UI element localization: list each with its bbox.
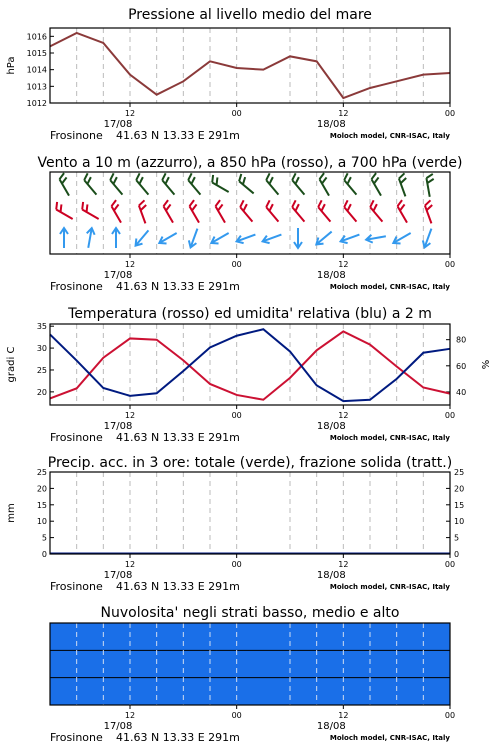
pressure-y-tick-label: 1013 [26, 82, 47, 92]
cloud-date-label: 17/08 [103, 721, 133, 732]
cloud-cell-basso [317, 623, 344, 650]
wind-x-tick-label: 12 [124, 260, 136, 269]
wind-barb-700-hpa [160, 173, 180, 194]
precipitation-source: Moloch model, CNR-ISAC, Italy [329, 583, 450, 591]
pressure-plot-frame [50, 28, 450, 103]
pressure-panel [6, 7, 455, 142]
precipitation-right-y-tick-label: 5 [454, 533, 460, 543]
cloud-cell-basso [183, 623, 210, 650]
temperature-date-label: 18/08 [316, 421, 346, 432]
precipitation-y-tick-label: 15 [36, 500, 47, 510]
pressure-source: Moloch model, CNR-ISAC, Italy [329, 132, 450, 140]
cloud-cell-basso [210, 623, 237, 650]
wind-x-tick-label: 12 [338, 260, 349, 269]
wind-barb-850-hpa [110, 200, 127, 223]
wind-barb-10-m [84, 227, 95, 248]
wind-barb-700-hpa [426, 174, 437, 197]
cloud-cell-alto [50, 678, 77, 705]
cloud-cell-alto [317, 678, 344, 705]
wind-barb-10-m [112, 228, 120, 248]
wind-barb-10-m [209, 230, 230, 247]
precipitation-right-y-tick-label: 20 [454, 484, 465, 494]
precipitation-y-tick-label: 20 [36, 484, 47, 494]
cloud-source: Moloch model, CNR-ISAC, Italy [329, 734, 450, 742]
precipitation-title: Precip. acc. in 3 ore: totale (verde), frazione solida (tratt.) [47, 455, 453, 471]
precipitation-right-y-tick-label: 25 [454, 468, 465, 477]
cloud-cell-alto [343, 678, 370, 705]
cloud-cell-basso [423, 623, 450, 650]
temperature-panel [6, 306, 492, 444]
wind-barb-700-hpa [58, 173, 75, 196]
wind-location-name: Frosinone [50, 280, 103, 293]
cloud-cell-basso [263, 623, 290, 650]
precipitation-date-label: 18/08 [316, 570, 346, 581]
precipitation-x-tick-label: 12 [338, 560, 349, 569]
wind-barb-700-hpa [186, 173, 206, 194]
wind-date-label: 18/08 [316, 270, 346, 281]
cloud-cell-basso [343, 623, 370, 650]
cloud-cell-basso [130, 623, 157, 650]
pressure-series-line [50, 33, 450, 98]
cloud-cell-medio [343, 650, 370, 677]
precipitation-y-tick-label: 5 [41, 533, 47, 543]
wind-barb-700-hpa [210, 175, 233, 192]
pressure-y-tick-label: 1015 [26, 49, 47, 58]
cloud-cell-medio [50, 650, 77, 677]
wind-barb-850-hpa [80, 202, 103, 219]
cloud-cell-medio [370, 650, 397, 677]
humidity-y-tick-label: 40 [456, 387, 467, 397]
wind-barb-850-hpa [368, 200, 388, 221]
pressure-x-tick-label: 12 [338, 109, 349, 118]
wind-barb-850-hpa [214, 200, 231, 223]
cloud-cell-medio [77, 650, 104, 677]
pressure-x-tick-label: 12 [124, 109, 136, 118]
cloud-x-tick-label: 12 [124, 711, 136, 720]
wind-barb-10-m [157, 230, 178, 247]
cloud-cell-medio [237, 650, 264, 677]
pressure-location-coords: 41.63 N 13.33 E 291m [116, 129, 240, 142]
precipitation-plot-frame [50, 472, 450, 554]
precipitation-y-tick-label: 10 [36, 517, 47, 527]
cloud-cell-basso [77, 623, 104, 650]
temperature-x-tick-label: 12 [124, 411, 136, 420]
temperature-location-coords: 41.63 N 13.33 E 291m [116, 431, 240, 444]
cloud-cell-medio [397, 650, 424, 677]
cloud-cell-alto [263, 678, 290, 705]
cloud-cell-basso [397, 623, 424, 650]
cloud-x-tick-label: 00 [231, 711, 242, 720]
wind-barb-700-hpa [342, 173, 362, 194]
cloud-cell-basso [290, 623, 317, 650]
cloud-cell-medio [130, 650, 157, 677]
wind-barb-10-m [261, 231, 283, 245]
wind-x-tick-label: 00 [444, 260, 456, 269]
wind-source: Moloch model, CNR-ISAC, Italy [329, 283, 450, 291]
cloud-cell-medio [157, 650, 184, 677]
wind-barb-850-hpa [238, 200, 258, 221]
wind-barb-10-m [339, 231, 361, 245]
temperature-date-label: 17/08 [103, 421, 133, 432]
pressure-y-tick-label: 1012 [26, 99, 47, 108]
pressure-y-tick-label: 1016 [26, 32, 47, 42]
cloud-cell-medio [183, 650, 210, 677]
cloud-panel [50, 605, 455, 744]
temperature-y-tick-label: 25 [36, 365, 47, 375]
humidity-y-tick-label: 80 [456, 335, 467, 345]
cloud-cell-alto [290, 678, 317, 705]
temperature-source: Moloch model, CNR-ISAC, Italy [329, 434, 450, 442]
cloud-cell-alto [183, 678, 210, 705]
temperature-x-tick-label: 00 [231, 411, 242, 420]
cloud-cell-medio [290, 650, 317, 677]
cloud-date-label: 18/08 [316, 721, 346, 732]
wind-barb-700-hpa [264, 173, 284, 194]
wind-barb-850-hpa [396, 200, 413, 223]
wind-barb-700-hpa [82, 173, 102, 194]
precipitation-y-tick-label: 25 [36, 468, 47, 477]
cloud-cell-medio [317, 650, 344, 677]
cloud-cell-alto [423, 678, 450, 705]
pressure-date-label: 18/08 [316, 119, 346, 130]
cloud-cell-alto [103, 678, 130, 705]
cloud-location-coords: 41.63 N 13.33 E 291m [116, 731, 240, 744]
cloud-cell-basso [103, 623, 130, 650]
precipitation-right-y-tick-label: 15 [454, 500, 465, 510]
pressure-y-axis-label: hPa [6, 56, 17, 75]
wind-title: Vento a 10 m (azzurro), a 850 hPa (rosso), a 700 hPa (verde) [37, 155, 463, 171]
precipitation-panel [6, 455, 464, 593]
wind-barb-850-hpa [162, 200, 179, 223]
humidity-y-tick-label: 60 [456, 361, 467, 371]
wind-barb-700-hpa [108, 173, 128, 194]
precipitation-right-y-tick-label: 10 [454, 517, 465, 527]
cloud-cell-medio [103, 650, 130, 677]
temperature-y-tick-label: 30 [36, 344, 47, 354]
wind-barb-10-m [365, 232, 386, 243]
precipitation-date-label: 17/08 [103, 570, 133, 581]
cloud-x-tick-label: 12 [338, 711, 349, 720]
wind-barb-700-hpa [398, 173, 412, 196]
precipitation-y-tick-label: 0 [41, 550, 47, 559]
temperature-title: Temperatura (rosso) ed umidita' relativa (blu) a 2 m [68, 306, 432, 322]
temperature-plot-frame [50, 324, 450, 405]
wind-barb-10-m [235, 231, 257, 245]
cloud-x-tick-label: 00 [444, 711, 456, 720]
wind-barb-700-hpa [318, 173, 335, 196]
temperature-x-tick-label: 00 [444, 411, 456, 420]
cloud-cell-alto [237, 678, 264, 705]
wind-barb-10-m [391, 230, 412, 247]
wind-barb-10-m [133, 228, 152, 248]
wind-x-tick-label: 00 [231, 260, 242, 269]
pressure-x-tick-label: 00 [444, 109, 456, 118]
wind-barb-850-hpa [342, 200, 362, 221]
cloud-cell-basso [50, 623, 77, 650]
precipitation-location-name: Frosinone [50, 580, 103, 593]
wind-barb-850-hpa [54, 202, 77, 219]
precipitation-x-tick-label: 00 [444, 560, 456, 569]
humidity-y-axis-label: % [481, 359, 492, 370]
wind-barb-10-m [187, 227, 201, 249]
wind-barb-700-hpa [290, 173, 310, 194]
precipitation-right-y-tick-label: 0 [454, 550, 460, 559]
pressure-x-tick-label: 00 [231, 109, 242, 118]
cloud-cell-alto [370, 678, 397, 705]
wind-barb-850-hpa [424, 200, 438, 223]
cloud-cell-alto [157, 678, 184, 705]
cloud-cell-basso [370, 623, 397, 650]
wind-date-label: 17/08 [103, 270, 133, 281]
wind-panel [37, 155, 462, 293]
wind-barb-700-hpa [370, 173, 387, 196]
wind-plot-frame [50, 172, 450, 254]
humidity-series-line [50, 329, 450, 401]
pressure-date-label: 17/08 [103, 119, 133, 130]
wind-barb-850-hpa [264, 200, 284, 221]
cloud-cell-alto [397, 678, 424, 705]
temperature-y-tick-label: 20 [36, 387, 47, 397]
cloud-cell-basso [237, 623, 264, 650]
precipitation-x-tick-label: 12 [124, 560, 136, 569]
cloud-location-name: Frosinone [50, 731, 103, 744]
wind-barb-850-hpa [138, 200, 152, 223]
wind-location-coords: 41.63 N 13.33 E 291m [116, 280, 240, 293]
pressure-location-name: Frosinone [50, 129, 103, 142]
precipitation-x-tick-label: 00 [231, 560, 242, 569]
cloud-cell-alto [210, 678, 237, 705]
wind-barb-850-hpa [316, 200, 336, 221]
wind-barb-850-hpa [188, 200, 205, 223]
pressure-y-tick-label: 1014 [26, 65, 47, 75]
cloud-cell-alto [130, 678, 157, 705]
precipitation-y-axis-label: mm [6, 503, 17, 523]
cloud-cell-medio [263, 650, 290, 677]
wind-barb-700-hpa [237, 174, 258, 194]
wind-barb-850-hpa [290, 200, 310, 221]
precipitation-location-coords: 41.63 N 13.33 E 291m [116, 580, 240, 593]
wind-barb-10-m [294, 228, 302, 248]
cloud-cell-basso [157, 623, 184, 650]
cloud-cell-alto [77, 678, 104, 705]
cloud-cell-medio [210, 650, 237, 677]
temperature-location-name: Frosinone [50, 431, 103, 444]
wind-barb-10-m [60, 228, 68, 248]
cloud-cell-medio [423, 650, 450, 677]
pressure-title: Pressione al livello medio del mare [128, 7, 372, 23]
temperature-y-axis-label: gradi C [6, 346, 17, 383]
wind-barb-700-hpa [134, 173, 154, 194]
temperature-x-tick-label: 12 [338, 411, 349, 420]
temperature-y-tick-label: 35 [36, 322, 47, 332]
cloud-title: Nuvolosita' negli strati basso, medio e alto [100, 605, 400, 621]
